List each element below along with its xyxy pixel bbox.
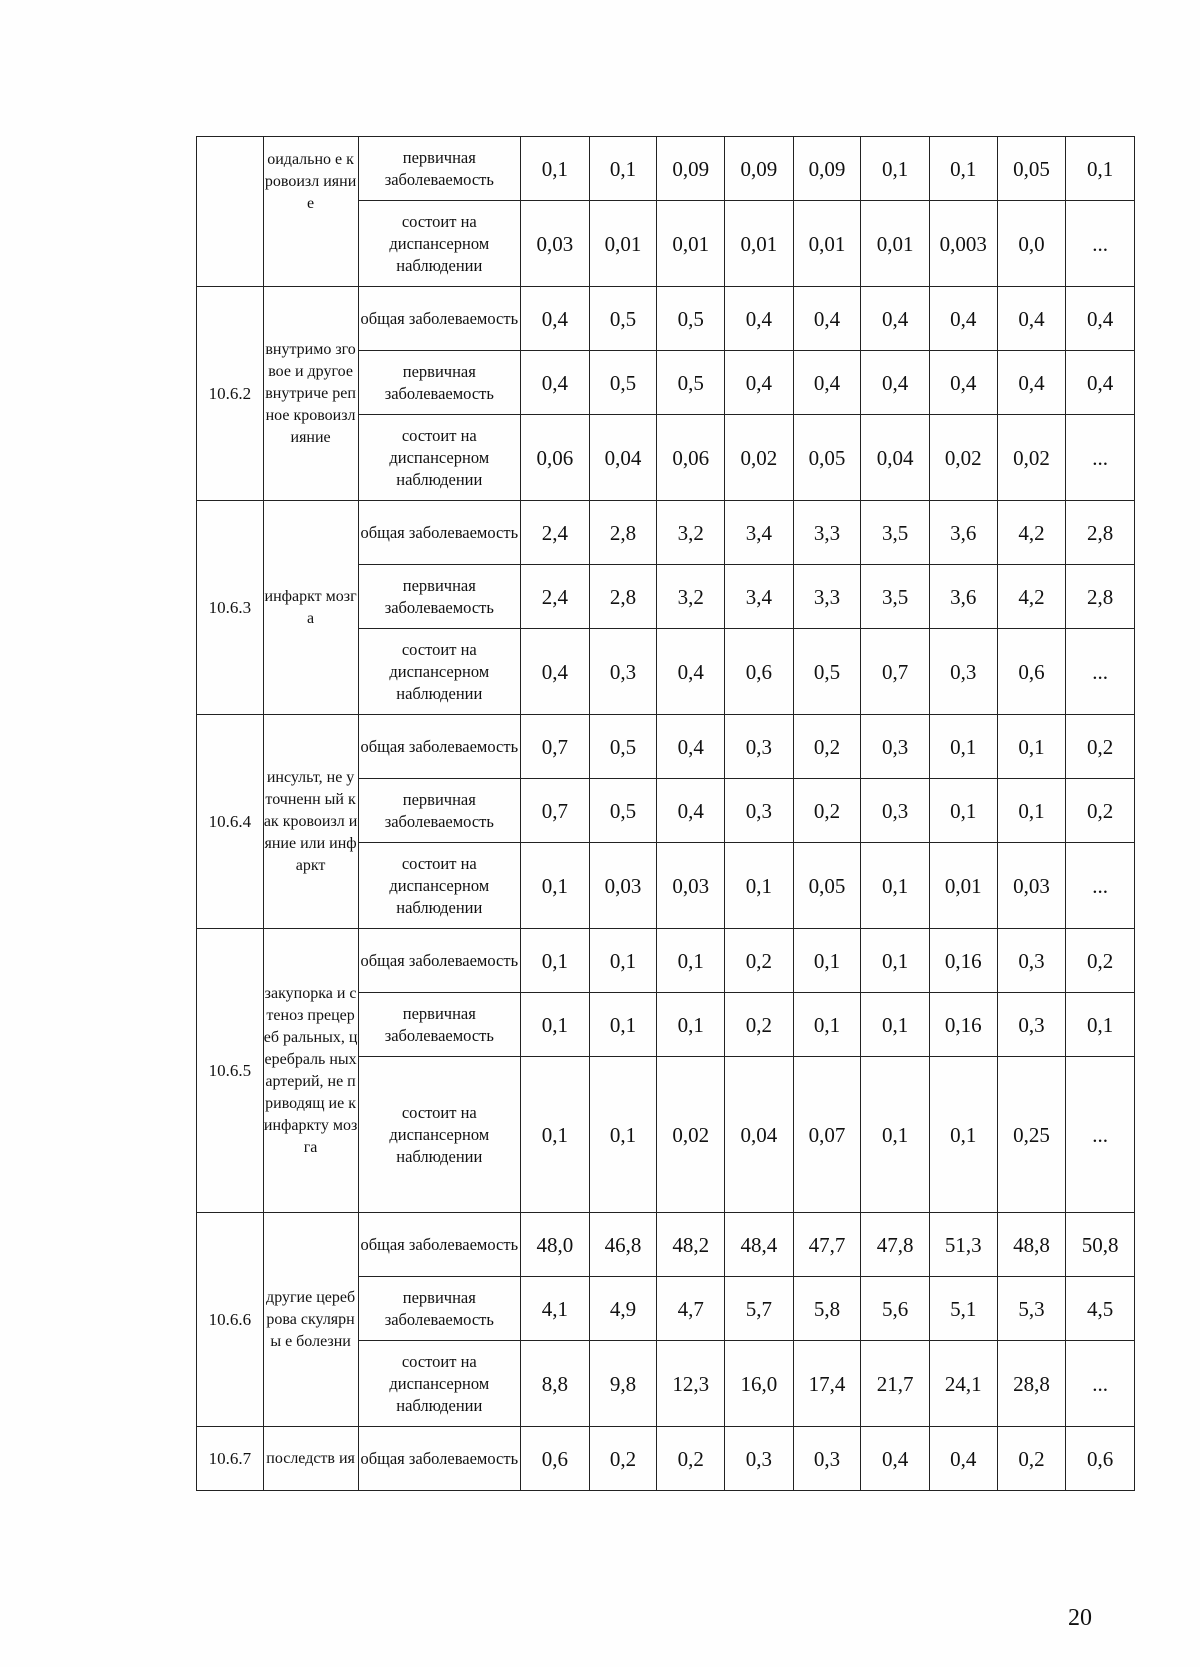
value-cell: 0,3: [725, 1427, 794, 1491]
value-cell: 4,7: [657, 1277, 725, 1341]
value-cell: 0,1: [929, 779, 997, 843]
value-cell: 4,5: [1066, 1277, 1135, 1341]
value-cell: 46,8: [589, 1213, 657, 1277]
value-cell: 2,8: [1066, 501, 1135, 565]
value-cell: 51,3: [929, 1213, 997, 1277]
value-cell: 0,1: [997, 779, 1066, 843]
value-cell: 0,5: [657, 351, 725, 415]
row-code: 10.6.6: [197, 1213, 264, 1427]
value-cell: ...: [1066, 1341, 1135, 1427]
row-code: 10.6.2: [197, 287, 264, 501]
value-cell: 2,4: [521, 501, 590, 565]
value-cell: 0,2: [1066, 779, 1135, 843]
value-cell: 4,1: [521, 1277, 590, 1341]
value-cell: 0,04: [861, 415, 930, 501]
value-cell: 0,3: [997, 929, 1066, 993]
metric-label: общая заболеваемость: [358, 1427, 521, 1491]
value-cell: 0,4: [725, 287, 794, 351]
value-cell: 0,4: [521, 287, 590, 351]
metric-label: первичная заболеваемость: [358, 1277, 521, 1341]
value-cell: 48,0: [521, 1213, 590, 1277]
value-cell: 0,3: [589, 629, 657, 715]
value-cell: 48,8: [997, 1213, 1066, 1277]
value-cell: 0,16: [929, 993, 997, 1057]
value-cell: 0,6: [521, 1427, 590, 1491]
table-row: [197, 929, 1135, 993]
value-cell: 0,1: [589, 993, 657, 1057]
value-cell: 0,4: [725, 351, 794, 415]
value-cell: 0,03: [657, 843, 725, 929]
value-cell: 17,4: [793, 1341, 861, 1427]
value-cell: 3,3: [793, 501, 861, 565]
value-cell: 0,1: [725, 843, 794, 929]
value-cell: 4,2: [997, 565, 1066, 629]
value-cell: 0,4: [657, 715, 725, 779]
value-cell: 0,06: [521, 415, 590, 501]
value-cell: 0,1: [589, 1057, 657, 1213]
value-cell: ...: [1066, 415, 1135, 501]
value-cell: 0,4: [861, 287, 930, 351]
value-cell: 0,02: [997, 415, 1066, 501]
value-cell: 0,1: [929, 1057, 997, 1213]
value-cell: ...: [1066, 201, 1135, 287]
value-cell: 0,1: [657, 929, 725, 993]
value-cell: 24,1: [929, 1341, 997, 1427]
disease-name: инсульт, не уточненн ый как кровоизл ияние или инфаркт: [263, 715, 358, 929]
value-cell: ...: [1066, 1057, 1135, 1213]
value-cell: 0,1: [793, 993, 861, 1057]
value-cell: 0,1: [861, 843, 930, 929]
value-cell: 0,09: [793, 137, 861, 201]
row-code: 10.6.3: [197, 501, 264, 715]
value-cell: 47,8: [861, 1213, 930, 1277]
table-row: [197, 715, 1135, 779]
value-cell: 0,3: [861, 715, 930, 779]
value-cell: 0,4: [929, 287, 997, 351]
value-cell: 0,5: [589, 287, 657, 351]
value-cell: 47,7: [793, 1213, 861, 1277]
value-cell: 0,5: [657, 287, 725, 351]
value-cell: 0,09: [657, 137, 725, 201]
value-cell: 0,4: [793, 287, 861, 351]
value-cell: 3,6: [929, 501, 997, 565]
value-cell: 2,8: [1066, 565, 1135, 629]
value-cell: 0,4: [861, 351, 930, 415]
table-row: [197, 287, 1135, 351]
value-cell: 0,4: [793, 351, 861, 415]
value-cell: 0,3: [929, 629, 997, 715]
value-cell: 4,2: [997, 501, 1066, 565]
metric-label: первичная заболеваемость: [358, 565, 521, 629]
value-cell: 0,5: [589, 715, 657, 779]
value-cell: 3,4: [725, 565, 794, 629]
metric-label: состоит на диспансерном наблюдении: [358, 629, 521, 715]
value-cell: 5,1: [929, 1277, 997, 1341]
value-cell: 16,0: [725, 1341, 794, 1427]
value-cell: 0,04: [589, 415, 657, 501]
metric-label: первичная заболеваемость: [358, 779, 521, 843]
table-row: [197, 1427, 1135, 1491]
metric-label: состоит на диспансерном наблюдении: [358, 1057, 521, 1213]
value-cell: 0,4: [929, 351, 997, 415]
value-cell: 0,07: [793, 1057, 861, 1213]
value-cell: 28,8: [997, 1341, 1066, 1427]
value-cell: 0,5: [793, 629, 861, 715]
metric-label: первичная заболеваемость: [358, 137, 521, 201]
value-cell: 0,02: [725, 415, 794, 501]
value-cell: 0,3: [725, 779, 794, 843]
value-cell: 0,1: [861, 929, 930, 993]
value-cell: 0,05: [997, 137, 1066, 201]
value-cell: 5,7: [725, 1277, 794, 1341]
value-cell: 0,25: [997, 1057, 1066, 1213]
value-cell: 0,4: [861, 1427, 930, 1491]
value-cell: 0,09: [725, 137, 794, 201]
value-cell: 0,2: [1066, 929, 1135, 993]
value-cell: 48,4: [725, 1213, 794, 1277]
value-cell: 0,3: [725, 715, 794, 779]
value-cell: 2,8: [589, 565, 657, 629]
value-cell: 0,02: [929, 415, 997, 501]
value-cell: 0,4: [997, 287, 1066, 351]
value-cell: 9,8: [589, 1341, 657, 1427]
value-cell: 0,16: [929, 929, 997, 993]
value-cell: 3,6: [929, 565, 997, 629]
row-code: [197, 137, 264, 287]
value-cell: 0,1: [521, 843, 590, 929]
value-cell: 0,1: [521, 137, 590, 201]
value-cell: 3,3: [793, 565, 861, 629]
value-cell: 0,1: [861, 137, 930, 201]
value-cell: 0,01: [929, 843, 997, 929]
value-cell: 0,4: [1066, 351, 1135, 415]
disease-name: последств ия: [263, 1427, 358, 1491]
value-cell: 0,3: [793, 1427, 861, 1491]
value-cell: 0,4: [997, 351, 1066, 415]
metric-label: первичная заболеваемость: [358, 351, 521, 415]
value-cell: 0,1: [929, 715, 997, 779]
metric-label: состоит на диспансерном наблюдении: [358, 201, 521, 287]
value-cell: 0,7: [521, 779, 590, 843]
table-body: [197, 137, 1135, 1491]
value-cell: 0,1: [1066, 993, 1135, 1057]
value-cell: 0,003: [929, 201, 997, 287]
metric-label: общая заболеваемость: [358, 929, 521, 993]
value-cell: 5,8: [793, 1277, 861, 1341]
value-cell: 0,01: [589, 201, 657, 287]
value-cell: 0,2: [997, 1427, 1066, 1491]
value-cell: 0,1: [521, 1057, 590, 1213]
value-cell: 50,8: [1066, 1213, 1135, 1277]
value-cell: 12,3: [657, 1341, 725, 1427]
metric-label: первичная заболеваемость: [358, 993, 521, 1057]
value-cell: 0,1: [929, 137, 997, 201]
value-cell: 0,2: [657, 1427, 725, 1491]
disease-name: другие цереброва скулярны е болезни: [263, 1213, 358, 1427]
value-cell: 0,4: [521, 351, 590, 415]
disease-name: оидально е кровоизл ияние: [263, 137, 358, 287]
row-code: 10.6.7: [197, 1427, 264, 1491]
value-cell: 3,5: [861, 501, 930, 565]
value-cell: 0,4: [929, 1427, 997, 1491]
value-cell: 0,2: [589, 1427, 657, 1491]
value-cell: 0,4: [657, 779, 725, 843]
table-row: [197, 137, 1135, 201]
value-cell: 5,6: [861, 1277, 930, 1341]
value-cell: 48,2: [657, 1213, 725, 1277]
metric-label: общая заболеваемость: [358, 715, 521, 779]
value-cell: 0,7: [521, 715, 590, 779]
morbidity-table: [196, 136, 1135, 1491]
value-cell: 0,01: [657, 201, 725, 287]
value-cell: 0,1: [589, 137, 657, 201]
metric-label: общая заболеваемость: [358, 501, 521, 565]
value-cell: 0,1: [1066, 137, 1135, 201]
metric-label: состоит на диспансерном наблюдении: [358, 415, 521, 501]
value-cell: 0,1: [521, 993, 590, 1057]
metric-label: состоит на диспансерном наблюдении: [358, 843, 521, 929]
value-cell: 0,2: [793, 715, 861, 779]
value-cell: 0,1: [997, 715, 1066, 779]
value-cell: 0,2: [725, 993, 794, 1057]
disease-name: внутримо зговое и другое внутриче репное кровоизл ияние: [263, 287, 358, 501]
table-row: [197, 501, 1135, 565]
value-cell: 0,0: [997, 201, 1066, 287]
value-cell: 0,2: [725, 929, 794, 993]
value-cell: 3,5: [861, 565, 930, 629]
row-code: 10.6.4: [197, 715, 264, 929]
metric-label: общая заболеваемость: [358, 1213, 521, 1277]
value-cell: 21,7: [861, 1341, 930, 1427]
value-cell: 0,03: [997, 843, 1066, 929]
value-cell: 0,6: [725, 629, 794, 715]
value-cell: 4,9: [589, 1277, 657, 1341]
value-cell: 0,1: [521, 929, 590, 993]
value-cell: 8,8: [521, 1341, 590, 1427]
value-cell: 0,02: [657, 1057, 725, 1213]
value-cell: ...: [1066, 843, 1135, 929]
value-cell: 0,01: [861, 201, 930, 287]
value-cell: 0,3: [861, 779, 930, 843]
value-cell: 0,4: [657, 629, 725, 715]
value-cell: 0,1: [589, 929, 657, 993]
value-cell: 0,6: [997, 629, 1066, 715]
value-cell: 0,4: [521, 629, 590, 715]
value-cell: 0,01: [793, 201, 861, 287]
value-cell: 3,2: [657, 565, 725, 629]
value-cell: 0,7: [861, 629, 930, 715]
value-cell: 3,2: [657, 501, 725, 565]
value-cell: ...: [1066, 629, 1135, 715]
value-cell: 0,4: [1066, 287, 1135, 351]
metric-label: общая заболеваемость: [358, 287, 521, 351]
value-cell: 0,6: [1066, 1427, 1135, 1491]
page-number: 20: [1068, 1605, 1092, 1631]
value-cell: 0,5: [589, 779, 657, 843]
value-cell: 2,8: [589, 501, 657, 565]
value-cell: 0,3: [997, 993, 1066, 1057]
value-cell: 2,4: [521, 565, 590, 629]
value-cell: 5,3: [997, 1277, 1066, 1341]
value-cell: 0,05: [793, 415, 861, 501]
disease-name: закупорка и стеноз прецереб ральных, церебраль ных артерий, не приводящ ие к инфаркту мозга: [263, 929, 358, 1213]
value-cell: 0,2: [1066, 715, 1135, 779]
value-cell: 0,5: [589, 351, 657, 415]
value-cell: 0,04: [725, 1057, 794, 1213]
table-row: [197, 1213, 1135, 1277]
value-cell: 0,05: [793, 843, 861, 929]
value-cell: 0,06: [657, 415, 725, 501]
value-cell: 0,1: [657, 993, 725, 1057]
value-cell: 0,1: [861, 1057, 930, 1213]
value-cell: 0,03: [589, 843, 657, 929]
value-cell: 0,01: [725, 201, 794, 287]
disease-name: инфаркт мозга: [263, 501, 358, 715]
value-cell: 0,2: [793, 779, 861, 843]
value-cell: 0,1: [861, 993, 930, 1057]
row-code: 10.6.5: [197, 929, 264, 1213]
metric-label: состоит на диспансерном наблюдении: [358, 1341, 521, 1427]
value-cell: 0,1: [793, 929, 861, 993]
value-cell: 0,03: [521, 201, 590, 287]
value-cell: 3,4: [725, 501, 794, 565]
